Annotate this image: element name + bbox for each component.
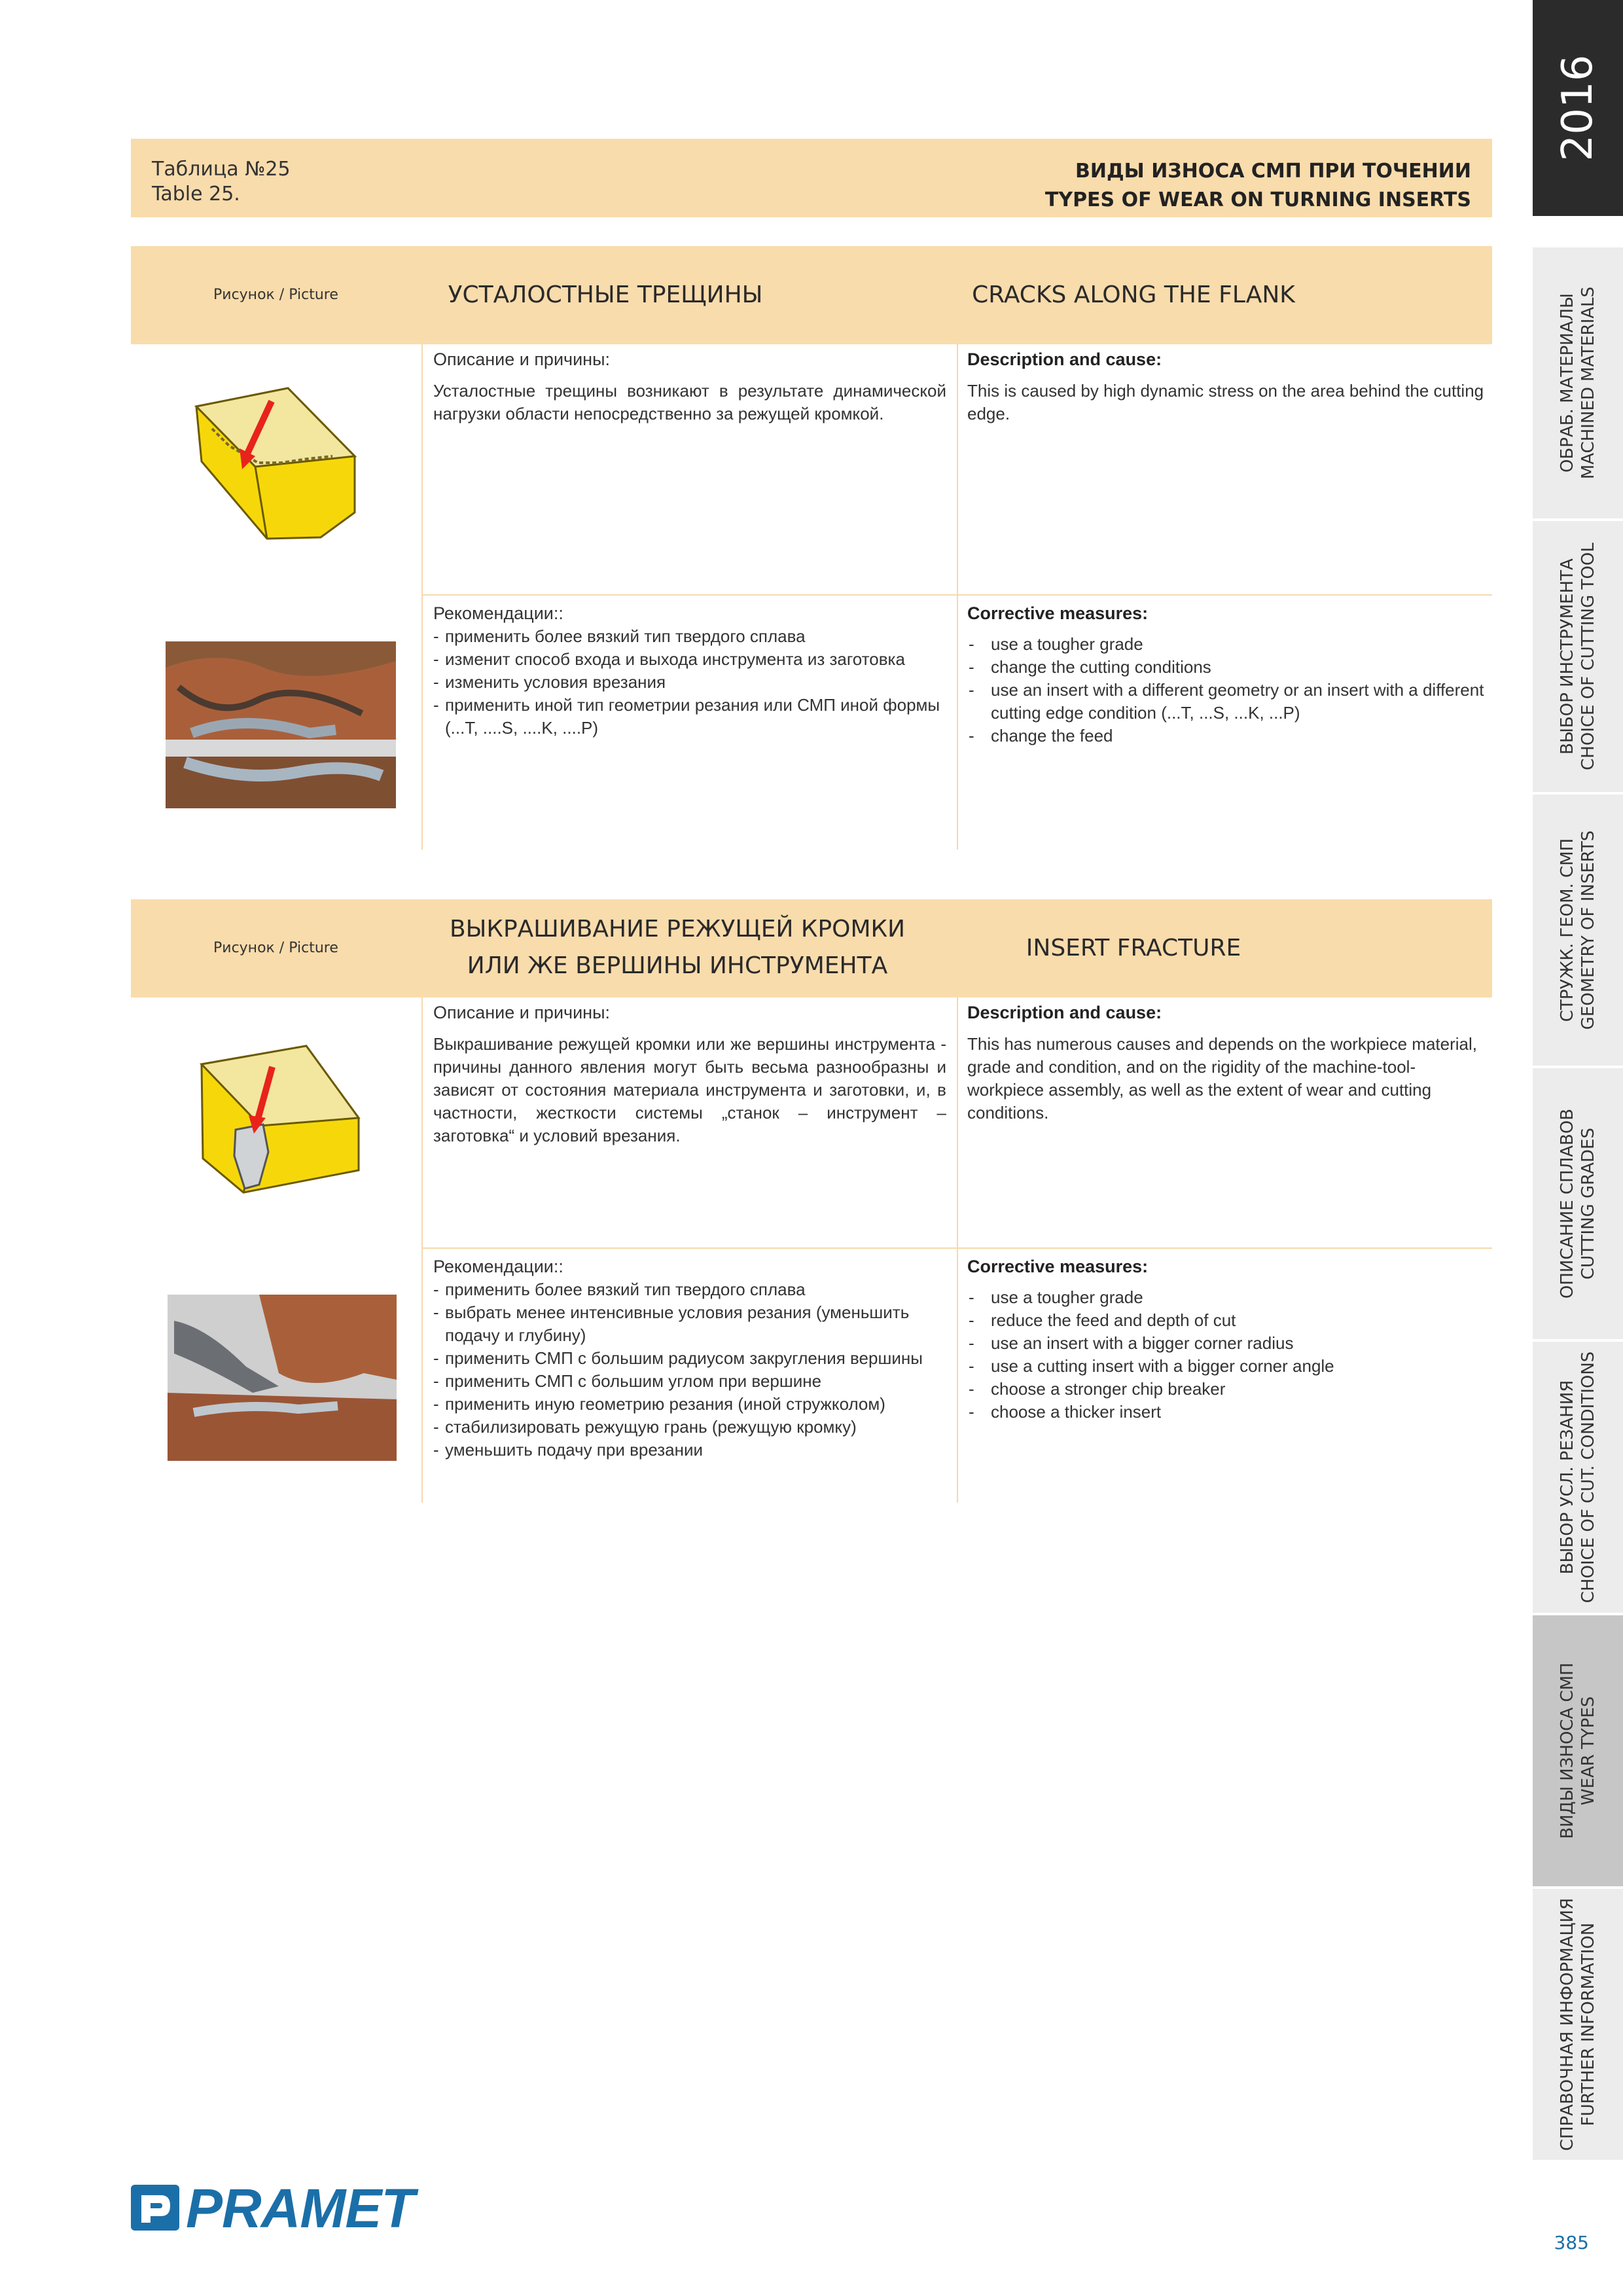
sidebar-tab-label-en: CHOICE OF CUT. CONDITIONS: [1578, 1351, 1598, 1604]
section-1-title-ru: УСТАЛОСТНЫЕ ТРЕЩИНЫ: [448, 281, 763, 308]
cracked-insert-illustration: [190, 383, 360, 540]
recommendations-list-ru: [433, 1278, 949, 1462]
divider: [421, 344, 423, 850]
divider: [421, 1247, 1492, 1249]
sidebar-tab-machined-materials[interactable]: [1533, 247, 1623, 521]
sidebar-tab-label-en: FURTHER INFORMATION: [1578, 1922, 1598, 2126]
picture-label: Рисунок / Picture: [213, 940, 338, 956]
table-title-ru: ВИДЫ ИЗНОСА СМП ПРИ ТОЧЕНИИ: [1075, 160, 1471, 183]
recommendations-heading-ru: Рекомендации::: [433, 1257, 563, 1276]
table-label: [152, 157, 291, 207]
description-ru: Выкрашивание режущей кромки или же вершины инструмента - причины данного явления могут быть весьма разнообразны и зависят от состояния материала инструмента и заготовки, и, в частности, жесткости системы „станок – инструмент – заготовка“ и условий врезания.: [433, 1034, 946, 1145]
description-heading-en: Description and cause:: [967, 350, 1162, 369]
sidebar-tab-label: [1557, 831, 1599, 1030]
sidebar-tab-label: [1557, 543, 1599, 770]
sidebar-tab-label-ru: ВЫБОР ИНСТРУМЕНТА: [1558, 558, 1577, 755]
table-title-en: TYPES OF WEAR ON TURNING INSERTS: [1044, 188, 1471, 211]
list-item: - use an insert with a different geometry or an insert with a different cutting edge condition (...T, ...S, ...K, ...P): [967, 679, 1486, 725]
list-item: - изменить условия врезания: [433, 671, 949, 694]
corrective-list-en: [967, 1286, 1486, 1424]
divider: [421, 997, 423, 1503]
list-item: - применить иной тип геометрии резания или СМП иной формы (...T, ....S, ....K, ....P): [433, 694, 949, 740]
list-item: - reduce the feed and depth of cut: [967, 1309, 1486, 1332]
sidebar-tab-label-ru: ВИДЫ ИЗНОСА СМП: [1558, 1662, 1577, 1839]
pramet-logo: [131, 2178, 414, 2239]
description-heading-ru: Описание и причины:: [433, 350, 610, 369]
corrective-list-en: [967, 633, 1486, 747]
year-label: 2016: [1554, 54, 1602, 162]
fractured-insert-illustration: [195, 1041, 365, 1198]
sidebar-tab-label-en: CUTTING GRADES: [1578, 1128, 1598, 1280]
sidebar-tab-label-en: GEOMETRY OF INSERTS: [1578, 830, 1598, 1030]
section-2-title-en: INSERT FRACTURE: [1026, 935, 1241, 961]
recommendations-list-ru: [433, 625, 949, 740]
list-item: - применить СМП с большим углом при вершине: [433, 1370, 949, 1393]
cracked-insert-photo: [166, 641, 396, 808]
year-tab: [1533, 0, 1623, 216]
list-item: - choose a stronger chip breaker: [967, 1378, 1486, 1401]
list-item: - use a tougher grade: [967, 1286, 1486, 1309]
sidebar-tab-label: [1557, 1352, 1599, 1604]
sidebar-tab-label-ru: ОПИСАНИЕ СПЛАВОВ: [1558, 1108, 1577, 1299]
list-item: - use a cutting insert with a bigger corner angle: [967, 1355, 1486, 1378]
table-header-bar: [131, 139, 1492, 217]
table-label-en: Table 25.: [152, 183, 240, 206]
sidebar-tab-label-ru: ВЫБОР УСЛ. РЕЗАНИЯ: [1558, 1380, 1577, 1575]
sidebar-tab-wear-types[interactable]: [1533, 1615, 1623, 1889]
recommendations-heading-ru: Рекомендации::: [433, 603, 563, 623]
sidebar-tab-label: [1557, 1662, 1599, 1839]
table-title: [1045, 157, 1471, 215]
sidebar-tab-label: [1557, 1898, 1599, 2151]
sidebar-tab-label-ru: СТРУЖК. ГЕОМ. СМП: [1558, 838, 1577, 1022]
list-item: - use a tougher grade: [967, 633, 1486, 656]
list-item: - choose a thicker insert: [967, 1401, 1486, 1424]
corrective-heading-en: Corrective measures:: [967, 1257, 1149, 1276]
sidebar-tab-cutting-tool[interactable]: [1533, 521, 1623, 795]
corrective-heading-en: Corrective measures:: [967, 603, 1149, 623]
list-item: - применить иную геометрию резания (иной стружколом): [433, 1393, 949, 1416]
logo-mark-icon: [131, 2185, 179, 2231]
section-1-header: [131, 246, 1492, 344]
sidebar-tab-label-en: WEAR TYPES: [1578, 1696, 1598, 1806]
list-item: - стабилизировать режущую грань (режущую кромку): [433, 1416, 949, 1439]
sidebar-tab-cutting-conditions[interactable]: [1533, 1342, 1623, 1615]
description-heading-en: Description and cause:: [967, 1003, 1162, 1022]
list-item: - применить более вязкий тип твердого сплава: [433, 625, 949, 648]
picture-label: Рисунок / Picture: [213, 287, 338, 303]
list-item: - уменьшить подачу при врезании: [433, 1439, 949, 1462]
section-2-title-ru: [429, 911, 926, 984]
divider: [957, 344, 958, 850]
sidebar-tab-further-information[interactable]: [1533, 1889, 1623, 2162]
description-en: This has numerous causes and depends on the workpiece material, grade and condition, and on the rigidity of the machine-tool-workpiece assembly, as well as the extent of wear and cutting conditions.: [967, 1034, 1477, 1122]
fractured-insert-photo: [168, 1295, 397, 1461]
sidebar-tab-geometry-of-inserts[interactable]: [1533, 795, 1623, 1068]
list-item: - изменит способ входа и выхода инструмента из заготовка: [433, 648, 949, 671]
sidebar-tab-label-ru: СПРАВОЧНАЯ ИНФОРМАЦИЯ: [1558, 1897, 1577, 2151]
divider: [957, 997, 958, 1503]
list-item: - применить СМП с большим радиусом закругления вершины: [433, 1347, 949, 1370]
section-2-title-ru-line1: ВЫКРАШИВАНИЕ РЕЖУЩЕЙ КРОМКИ: [449, 916, 906, 942]
list-item: - use an insert with a bigger corner radius: [967, 1332, 1486, 1355]
sidebar-tab-label: [1557, 287, 1599, 479]
page-number: 385: [1554, 2232, 1589, 2253]
list-item: - change the feed: [967, 725, 1486, 747]
description-ru: Усталостные трещины возникают в результате динамической нагрузки области непосредственно за режущей кромкой.: [433, 381, 946, 423]
list-item: - change the cutting conditions: [967, 656, 1486, 679]
list-item: - выбрать менее интенсивные условия резания (уменьшить подачу и глубину): [433, 1301, 949, 1347]
sidebar-tab-label: [1557, 1109, 1599, 1299]
logo-text: PRAMET: [186, 2178, 414, 2239]
sidebar-tab-label-en: MACHINED MATERIALS: [1578, 286, 1598, 480]
sidebar-tab-label-en: CHOICE OF CUTTING TOOL: [1578, 543, 1598, 770]
sidebar-tab-label-ru: ОБРАБ. МАТЕРИАЛЫ: [1558, 293, 1577, 473]
divider: [421, 594, 1492, 596]
list-item: - применить более вязкий тип твердого сплава: [433, 1278, 949, 1301]
description-heading-ru: Описание и причины:: [433, 1003, 610, 1022]
description-en: This is caused by high dynamic stress on the area behind the cutting edge.: [967, 381, 1484, 423]
table-label-ru: Таблица №25: [152, 158, 291, 181]
section-2-title-ru-line2: ИЛИ ЖЕ ВЕРШИНЫ ИНСТРУМЕНТА: [467, 952, 888, 979]
sidebar-tab-cutting-grades[interactable]: [1533, 1068, 1623, 1342]
section-2-header: [131, 899, 1492, 997]
section-1-title-en: CRACKS ALONG THE FLANK: [972, 281, 1295, 308]
